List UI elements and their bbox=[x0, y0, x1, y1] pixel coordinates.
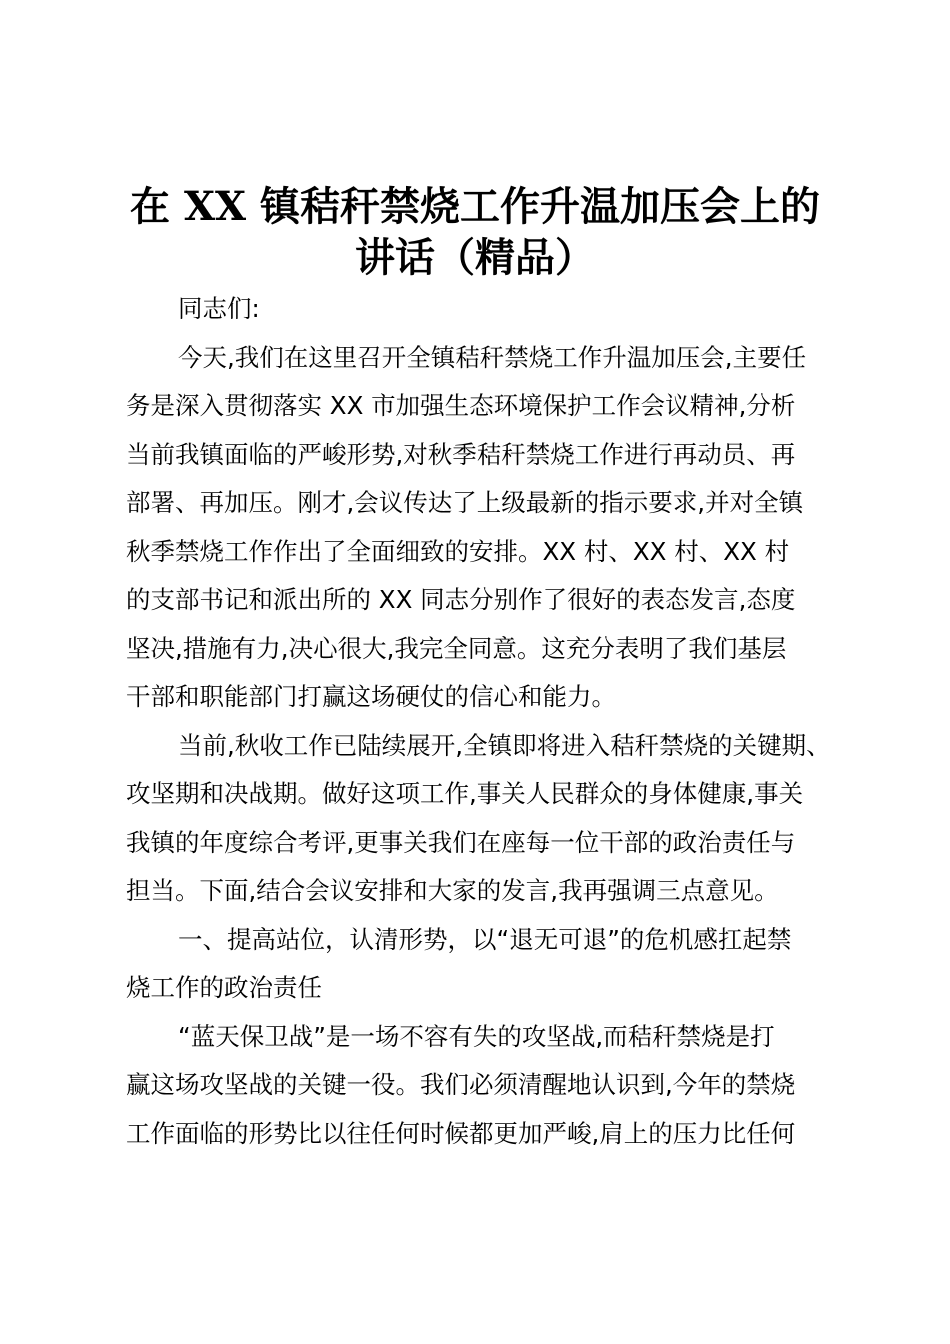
body-line: 部署、再加压。刚才,会议传达了上级最新的指示要求,并对全镇 bbox=[126, 488, 804, 517]
body-line: 的支部书记和派出所的 XX 同志分别作了很好的表态发言,态度 bbox=[126, 585, 796, 614]
body-line: 今天,我们在这里召开全镇秸秆禁烧工作升温加压会,主要任 bbox=[178, 342, 807, 372]
body-line: 坚决,措施有力,决心很大,我完全同意。这充分表明了我们基层 bbox=[126, 633, 787, 663]
body-line: 一、提高站位，认清形势，以“退无可退”的危机感扛起禁 bbox=[178, 924, 792, 954]
body-line: 赢这场攻坚战的关键一役。我们必须清醒地认识到,今年的禁烧 bbox=[126, 1070, 796, 1099]
body-line: 同志们: bbox=[178, 294, 260, 323]
document-title-line-2: 讲话（精品） bbox=[355, 234, 595, 281]
body-line: 工作面临的形势比以往任何时候都更加严峻,肩上的压力比任何 bbox=[126, 1118, 796, 1148]
body-line: 烧工作的政治责任 bbox=[126, 973, 322, 1002]
body-line: 务是深入贯彻落实 XX 市加强生态环境保护工作会议精神,分析 bbox=[126, 391, 796, 420]
body-line: 干部和职能部门打赢这场硬仗的信心和能力。 bbox=[126, 682, 616, 711]
document-title-line-1: 在 XX 镇秸秆禁烧工作升温加压会上的 bbox=[130, 183, 820, 230]
body-line: 秋季禁烧工作作出了全面细致的安排。XX 村、XX 村、XX 村 bbox=[126, 536, 790, 566]
body-line: 当前我镇面临的严峻形势,对秋季秸秆禁烧工作进行再动员、再 bbox=[126, 439, 796, 469]
body-line: 当前,秋收工作已陆续展开,全镇即将进入秸秆禁烧的关键期、 bbox=[178, 730, 831, 760]
body-line: 攻坚期和决战期。做好这项工作,事关人民群众的身体健康,事关 bbox=[126, 779, 804, 808]
body-line: 我镇的年度综合考评,更事关我们在座每一位干部的政治责任与 bbox=[126, 827, 796, 857]
body-line: 担当。下面,结合会议安排和大家的发言,我再强调三点意见。 bbox=[126, 876, 779, 905]
body-line: “蓝天保卫战”是一场不容有失的攻坚战,而秸秆禁烧是打 bbox=[178, 1021, 775, 1051]
